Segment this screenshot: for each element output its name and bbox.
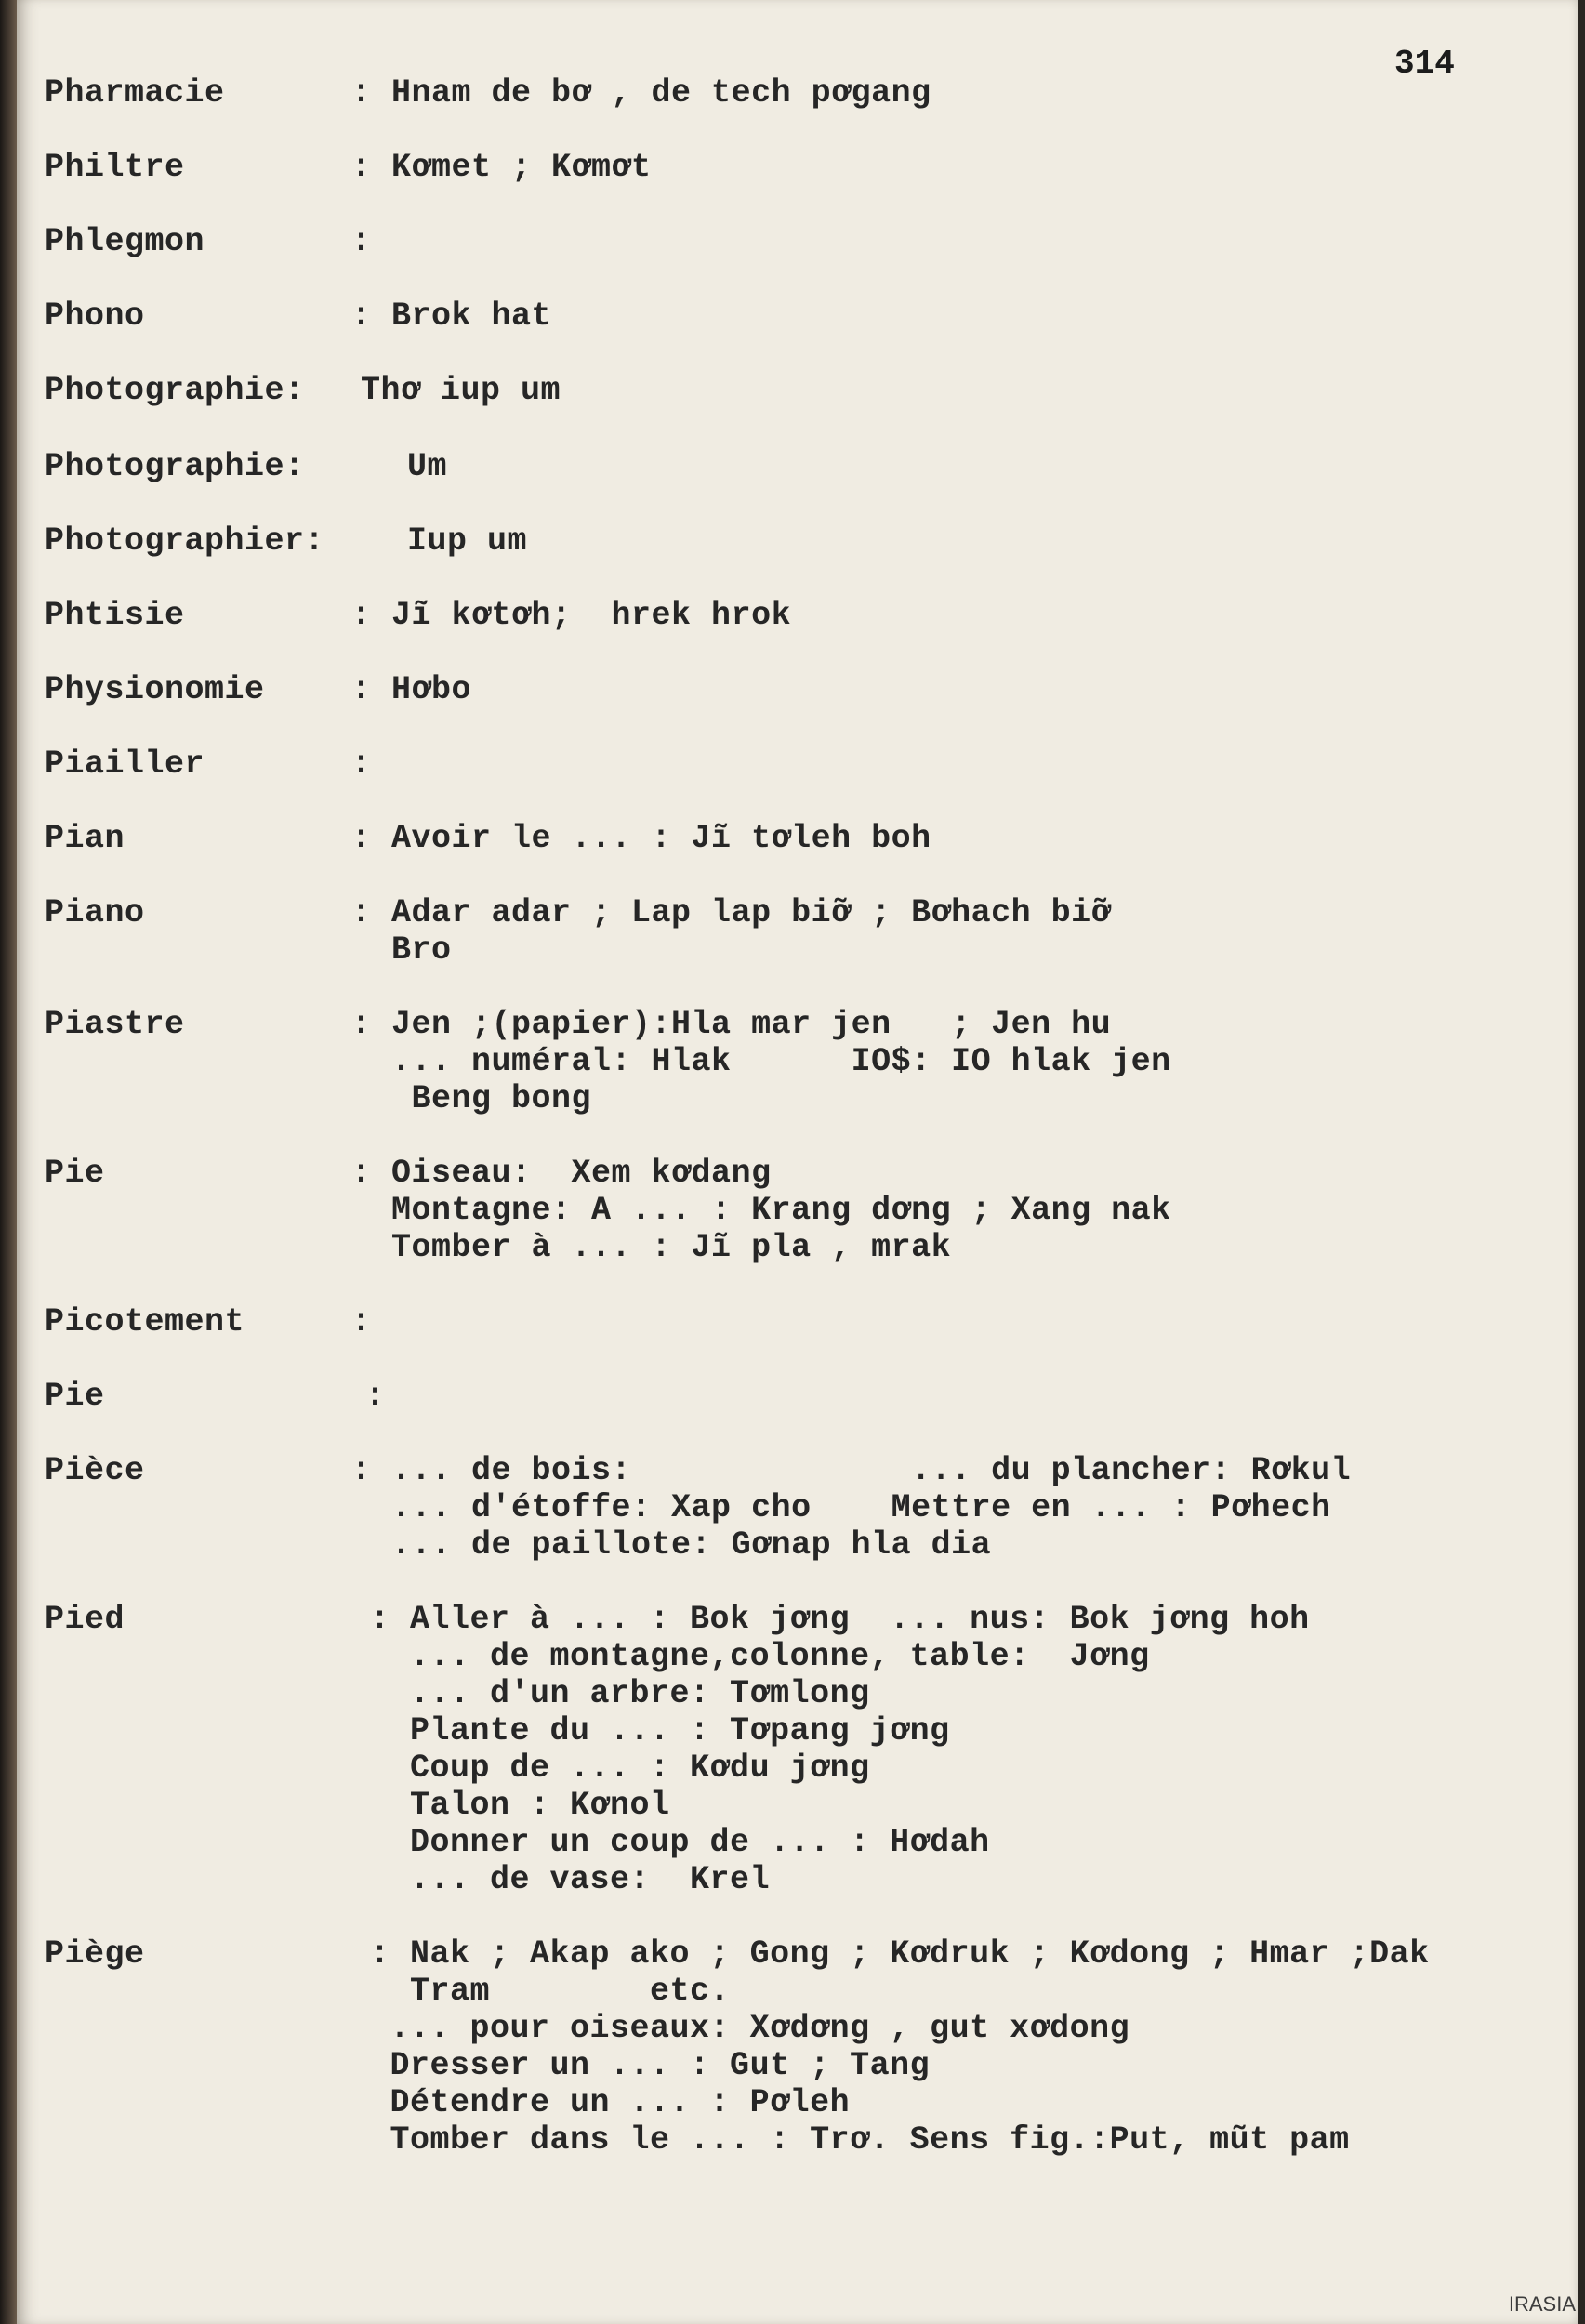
definition-line: : <box>351 223 372 260</box>
definition-line: ... d'étoffe: Xap cho Mettre en ... : Pơhech <box>351 1489 1331 1526</box>
entry-definition <box>407 448 447 485</box>
entry-headword: Piailler <box>45 746 205 783</box>
entry-definition <box>351 894 1111 969</box>
definition-line: : Hơbo <box>351 671 472 708</box>
definition-line: Montagne: A ... : Krang dơng ; Xang nak <box>351 1192 1171 1229</box>
definition-line: ... numéral: Hlak IO$: IO hlak jen <box>351 1043 1171 1080</box>
entry-definition <box>351 1303 372 1340</box>
definition-line: : <box>365 1378 386 1415</box>
definition-line: : Aller à ... : Bok jơng ... nus: Bok jơng hoh <box>370 1601 1310 1638</box>
entry-headword: Phlegmon <box>45 223 205 260</box>
entry-headword: Pian <box>45 820 125 857</box>
entry-definition <box>370 1601 1310 1898</box>
definition-line: Iup um <box>407 522 528 560</box>
entry-definition <box>351 223 372 260</box>
definition-line: : Oiseau: Xem kơdang <box>351 1155 772 1192</box>
entry-headword: Physionomie <box>45 671 265 708</box>
entry-headword: Photographie: <box>45 448 305 485</box>
entry-headword: Philtre <box>45 149 185 186</box>
entry-definition <box>370 1935 1430 2159</box>
entry-headword: Photographier: <box>45 522 325 560</box>
entry-definition <box>351 297 551 335</box>
definition-line: Bro <box>351 931 452 969</box>
entry-definition <box>351 149 652 186</box>
entry-headword: Phtisie <box>45 597 185 634</box>
definition-line: : <box>351 1303 372 1340</box>
definition-line: : <box>351 746 372 783</box>
entry-definition <box>351 1006 1171 1117</box>
entry-definition <box>351 820 931 857</box>
entry-definition <box>407 522 527 560</box>
entry-headword: Piastre <box>45 1006 185 1043</box>
entry-headword: Pie <box>45 1378 105 1415</box>
definition-line: Tram etc. <box>370 1973 731 2010</box>
typewritten-page <box>17 0 1578 2324</box>
definition-line: : Hnam de bơ , de tech pơgang <box>351 74 931 112</box>
definition-line: : Brok hat <box>351 297 552 335</box>
definition-line: : ... de bois: ... du plancher: Rơkul <box>351 1452 1352 1489</box>
definition-line: Talon : Kơnol <box>370 1787 670 1824</box>
entry-headword: Pièce <box>45 1452 145 1489</box>
definition-line: : Kơmet ; Kơmơt <box>351 149 652 186</box>
definition-line: Donner un coup de ... : Hơdah <box>370 1824 990 1861</box>
definition-line: : Jĩ kơtơh; hrek hrok <box>351 597 792 634</box>
entry-headword: Photographie: <box>45 372 305 409</box>
entry-definition <box>361 372 561 409</box>
definition-line: ... de paillote: Gơnap hla dia <box>351 1526 992 1564</box>
definition-line: ... d'un arbre: Tơmlong <box>370 1675 870 1712</box>
entry-definition <box>351 597 791 634</box>
definition-line: Um <box>407 448 448 485</box>
page-number: 314 <box>1394 45 1455 83</box>
entry-definition <box>351 746 372 783</box>
definition-line: Beng bong <box>351 1080 592 1117</box>
definition-line: : Jen ;(papier):Hla mar jen ; Jen hu <box>351 1006 1112 1043</box>
definition-line: Thơ iup um <box>361 372 561 409</box>
entry-headword: Pied <box>45 1601 125 1638</box>
entry-headword: Piège <box>45 1935 145 1973</box>
definition-line: Tomber dans le ... : Trơ. Sens fig.:Put, mũt pam <box>370 2121 1350 2159</box>
definition-line: Coup de ... : Kơdu jơng <box>370 1750 870 1787</box>
entry-definition <box>351 1452 1351 1564</box>
definition-line: : Avoir le ... : Jĩ tơleh boh <box>351 820 931 857</box>
definition-line: : Adar adar ; Lap lap biỡ ; Bơhach biỡ <box>351 894 1112 931</box>
entry-headword: Pie <box>45 1155 105 1192</box>
definition-line: ... pour oiseaux: Xơdơng , gut xơdong <box>370 2010 1130 2047</box>
definition-line: Plante du ... : Tơpang jơng <box>370 1712 950 1750</box>
entry-headword: Picotement <box>45 1303 245 1340</box>
definition-line: Détendre un ... : Pơleh <box>370 2084 851 2121</box>
book-binding <box>0 0 17 2324</box>
entry-definition <box>351 1155 1171 1266</box>
entry-definition <box>351 671 471 708</box>
definition-line: Tomber à ... : Jĩ pla , mrak <box>351 1229 952 1266</box>
entry-definition <box>351 74 931 112</box>
watermark: IRASIA <box>1508 2292 1576 2316</box>
entry-headword: Phono <box>45 297 145 335</box>
definition-line: : Nak ; Akap ako ; Gong ; Kơdruk ; Kơdong ; Hmar ;Dak <box>370 1935 1430 1973</box>
definition-line: ... de vase: Krel <box>370 1861 771 1898</box>
entry-definition <box>365 1378 386 1415</box>
definition-line: Dresser un ... : Gut ; Tang <box>370 2047 931 2084</box>
entry-headword: Pharmacie <box>45 74 225 112</box>
entry-headword: Piano <box>45 894 145 931</box>
definition-line: ... de montagne,colonne, table: Jơng <box>370 1638 1150 1675</box>
